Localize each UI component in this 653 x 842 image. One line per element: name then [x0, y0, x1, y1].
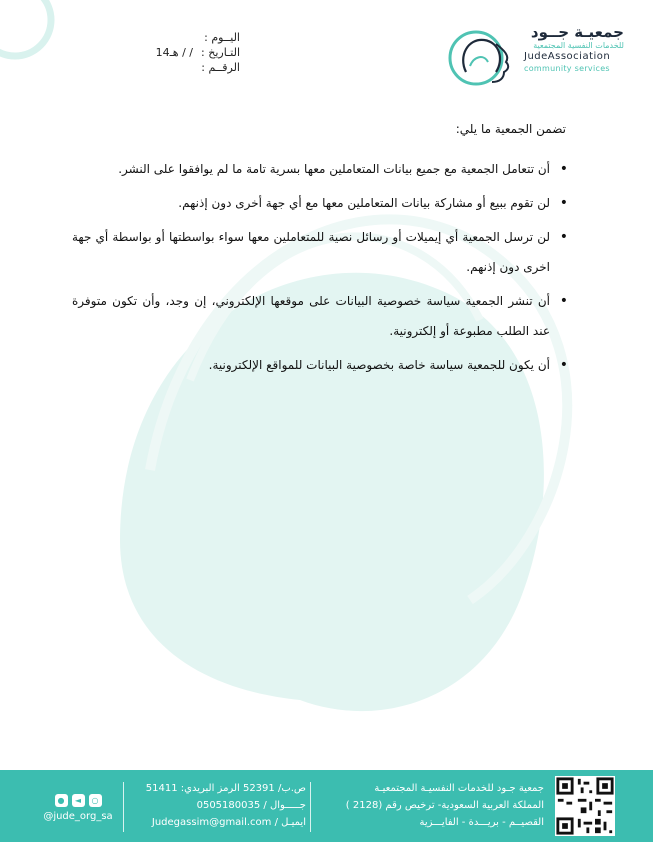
- address-line: جمعية جـود للخدمات النفسيـة المجتمعيـة: [374, 783, 544, 794]
- logo-arabic-name: جمعيـة جــود: [530, 23, 624, 41]
- footer-divider: [123, 782, 124, 832]
- footer-address: [318, 780, 544, 831]
- association-logo: [444, 22, 624, 88]
- footer-social: [40, 794, 116, 822]
- clause-item: • أن يكون للجمعية سياسة خاصة بخصوصية البيانات للمواقع الإلكترونية.: [72, 350, 550, 380]
- social-icons-row: [40, 794, 116, 807]
- clause-item: • لن تقوم ببيع أو مشاركة بيانات المتعاملين معها مع أي جهة أخرى دون إذنهم.: [72, 188, 550, 218]
- intro-text: تضمن الجمعية ما يلي:: [455, 122, 566, 136]
- date-fields: [80, 30, 240, 75]
- address-line: المملكة العربية السعودية- ترخيص رقم (2128 ): [345, 800, 544, 811]
- clause-item: • أن تتعامل الجمعية مع جميع بيانات المتعاملين معها بسرية تامة ما لم يوافقوا على النشر.: [72, 154, 550, 184]
- logo-arabic-subtitle: للخدمات النفسية المجتمعية: [533, 41, 624, 50]
- number-field: [80, 60, 240, 75]
- date-label: التـاريخ :: [201, 46, 240, 59]
- logo-english-subtitle: community services: [524, 64, 610, 73]
- social-handle[interactable]: @jude_org_sa: [43, 811, 113, 822]
- qr-code-icon[interactable]: [555, 776, 615, 836]
- clauses-list: [72, 154, 572, 380]
- number-label: الرقــم :: [201, 61, 240, 74]
- logo-wordmark: [524, 24, 624, 74]
- date-field: [80, 45, 240, 60]
- logo-emblem-icon: [444, 26, 520, 88]
- date-value: 14هـ / /: [155, 46, 194, 59]
- document-body: [72, 110, 572, 384]
- instagram-icon[interactable]: ○: [89, 794, 102, 807]
- contact-line[interactable]: جـــــوال / 0505180035: [196, 800, 306, 811]
- footer-divider: [310, 782, 311, 832]
- footer-bar: [0, 770, 653, 842]
- day-label: اليــوم :: [204, 31, 240, 44]
- twitter-icon[interactable]: ◄: [72, 794, 85, 807]
- clause-item: • أن تنشر الجمعية سياسة خصوصية البيانات على موقعها الإلكتروني، إن وجد، وأن تكون متوفرة عند الطلب مطبوعة أو إلكترونية.: [72, 286, 550, 346]
- day-field: [80, 30, 240, 45]
- contact-line: ص.ب/ 52391 الرمز البريدي: 51411: [145, 783, 306, 794]
- snapchat-icon[interactable]: ●: [55, 794, 68, 807]
- footer-contact: [130, 780, 306, 831]
- address-line: القصيــم - بريـــدة - الفايـــزية: [419, 817, 544, 828]
- contact-line[interactable]: ايميـل / Judegassim@gmail.com: [151, 817, 306, 828]
- clause-item: • لن ترسل الجمعية أي إيميلات أو رسائل نصية للمتعاملين معها سواء بواسطتها أو بواسطة أي جهة اخرى دون إذنهم.: [72, 222, 550, 282]
- logo-english-name: JudeAssociation: [524, 51, 611, 62]
